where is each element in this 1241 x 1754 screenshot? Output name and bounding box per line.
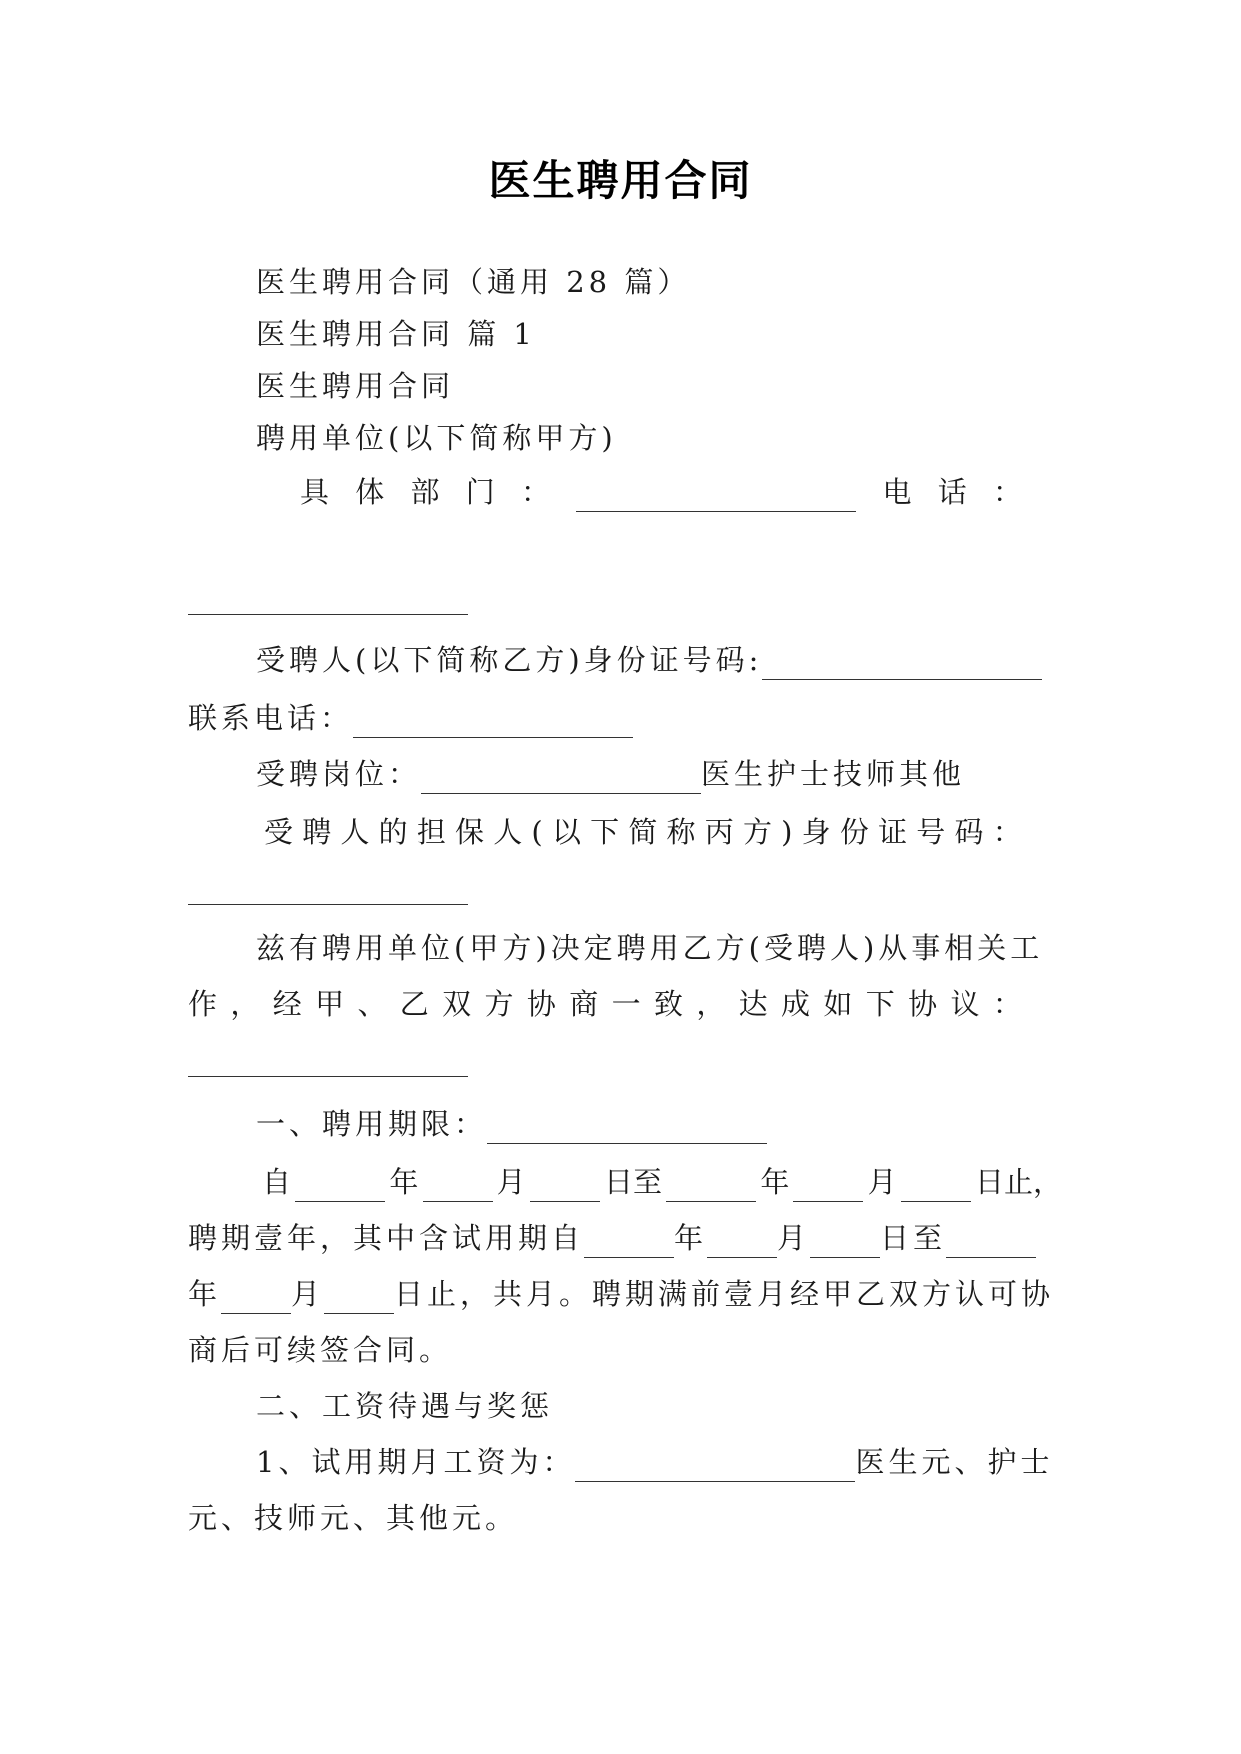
- phone-blank: [188, 614, 468, 615]
- salary-blank: [575, 1451, 855, 1482]
- preamble-line: 兹有聘用单位(甲方)决定聘用乙方(受聘人)从事相关工: [256, 931, 1044, 965]
- employee-id-line: 受聘人(以下简称乙方)身份证号码:: [256, 640, 1042, 680]
- salary-heading: 二、工资待遇与奖惩: [256, 1389, 554, 1423]
- contact-phone-blank: [353, 707, 633, 738]
- department-blank: [576, 481, 856, 512]
- renewal-line: 商后可续签合同。: [188, 1333, 453, 1367]
- position-line: 受聘岗位： 医生护士技师其他: [256, 754, 965, 794]
- guarantor-line: 受 聘 人 的 担 保 人 ( 以 下 简 称 丙 方 ) 身 份 证 号 码 ：: [264, 815, 1022, 849]
- term-blank: [487, 1113, 767, 1144]
- agreement-line: 作 ， 经 甲 、 乙 双 方 协 商 一 致 ， 达 成 如 下 协 议 ：: [188, 987, 1022, 1021]
- employee-id-blank: [762, 649, 1042, 680]
- probation-end-line: 年 月 日止，共月。聘期满前壹月经甲乙双方认可协: [188, 1274, 1054, 1314]
- contact-phone-line: 联系电话：: [188, 698, 633, 738]
- term-heading: 一、聘用期限：: [256, 1104, 767, 1144]
- probation-line: 聘期壹年，其中含试用期自 年 月 日至: [188, 1218, 1036, 1258]
- document-title: 医生聘用合同: [488, 156, 753, 205]
- position-blank: [421, 763, 701, 794]
- salary-continued-line: 元、技师元、其他元。: [188, 1501, 519, 1535]
- department-phone-line: 具 体 部 门 ： 电 话 ：: [300, 472, 1022, 512]
- subtitle-line: 医生聘用合同（通用 28 篇）: [256, 265, 691, 299]
- probation-salary-line: 1、试用期月工资为： 医生元、护士: [256, 1442, 1053, 1482]
- guarantor-id-blank: [188, 904, 468, 905]
- agreement-blank: [188, 1076, 468, 1077]
- employer-line: 聘用单位(以下简称甲方): [256, 421, 617, 455]
- term-dates-line: 自 年 月 日至 年 月 日止，: [262, 1162, 1062, 1202]
- section-heading: 医生聘用合同 篇 1: [256, 317, 536, 351]
- contract-name-line: 医生聘用合同: [256, 369, 455, 403]
